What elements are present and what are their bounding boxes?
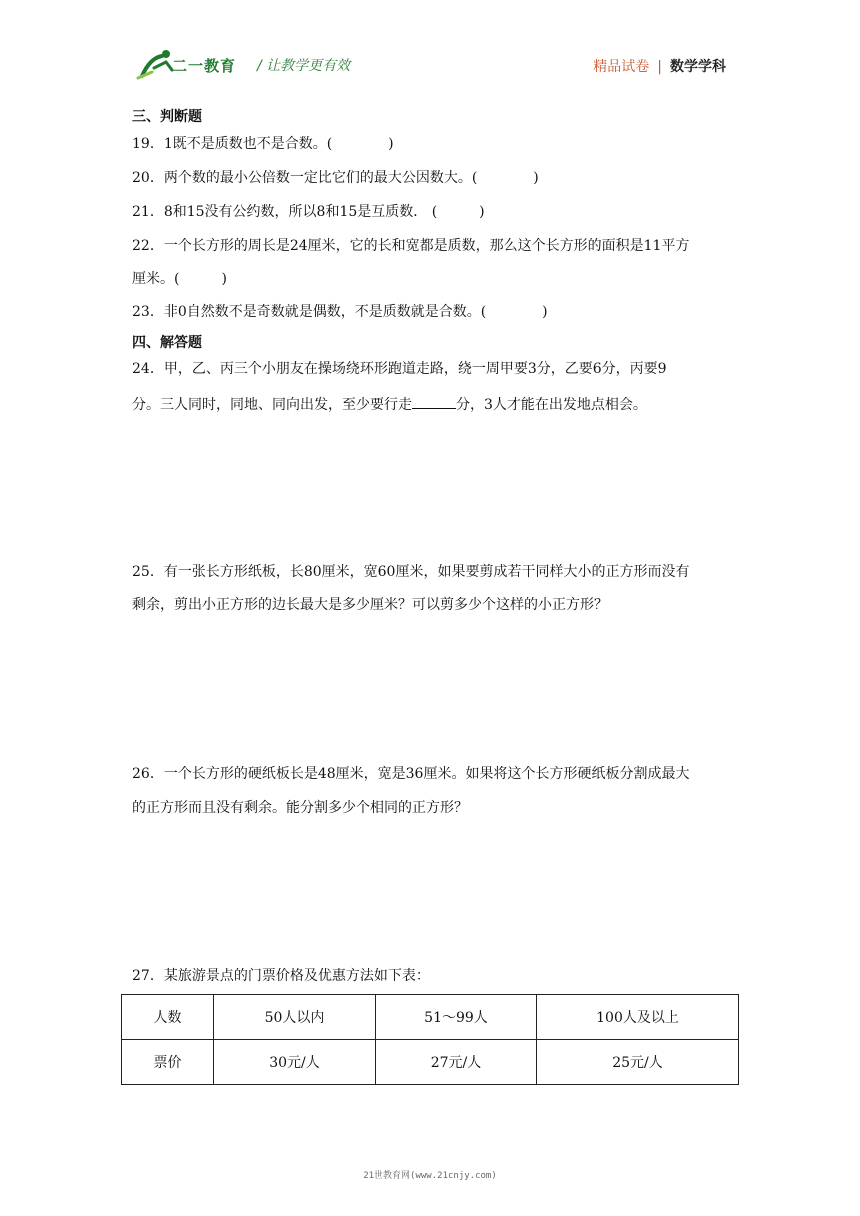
- question-23: 23．非0自然数不是奇数就是偶数，不是质数就是合数。( ): [132, 304, 548, 320]
- section-title-solve: 四、解答题: [132, 335, 202, 351]
- question-24-line1: 24．甲，乙、丙三个小朋友在操场绕环形跑道走路，绕一周甲要3分，乙要6分，丙要9: [132, 361, 667, 377]
- table-cell: 30元/人: [214, 1040, 376, 1085]
- table-cell: 51～99人: [376, 995, 537, 1040]
- premium-paper-label: 精品试卷: [593, 59, 650, 75]
- header-separator: |: [657, 59, 662, 75]
- question-22-line1: 22．一个长方形的周长是24厘米，它的长和宽都是质数，那么这个长方形的面积是11平方: [132, 238, 690, 254]
- header-labels: [593, 56, 726, 76]
- section-title-judge: 三、判断题: [132, 109, 202, 125]
- question-26-line1: 26．一个长方形的硬纸板长是48厘米，宽是36厘米。如果将这个长方形硬纸板分割成最大: [132, 766, 690, 782]
- table-cell: 25元/人: [537, 1040, 739, 1085]
- table-cell: 50人以内: [214, 995, 376, 1040]
- logo-text: 二一教育: [172, 57, 237, 75]
- question-25-line2: 剩余，剪出小正方形的边长最大是多少厘米？可以剪多少个这样的小正方形？: [132, 597, 608, 613]
- question-20: 20．两个数的最小公倍数一定比它们的最大公因数大。( ): [132, 170, 539, 186]
- ticket-price-table: [121, 994, 739, 1085]
- question-24-line2: [132, 389, 647, 422]
- question-25-line1: 25．有一张长方形纸板，长80厘米，宽60厘米，如果要剪成若干同样大小的正方形而没有: [132, 564, 690, 580]
- table-row: [122, 995, 739, 1040]
- table-row: [122, 1040, 739, 1085]
- question-19: 19．1既不是质数也不是合数。( ): [132, 136, 394, 152]
- table-cell: 100人及以上: [537, 995, 739, 1040]
- question-27: 27．某旅游景点的门票价格及优惠方法如下表：: [132, 968, 430, 984]
- question-26-line2: 的正方形而且没有剩余。能分割多少个相同的正方形？: [132, 800, 468, 816]
- page-header: [0, 0, 860, 90]
- subject-label: 数学学科: [670, 59, 726, 75]
- answer-blank[interactable]: [412, 394, 456, 409]
- question-24-text-a: 分。三人同时，同地、同向出发，至少要行走: [132, 397, 412, 413]
- table-cell: 27元/人: [376, 1040, 537, 1085]
- table-cell: 人数: [122, 995, 214, 1040]
- question-21: 21．8和15没有公约数，所以8和15是互质数． ( ): [132, 204, 485, 220]
- slogan: / 让教学更有效: [257, 58, 351, 74]
- table-cell: 票价: [122, 1040, 214, 1085]
- page-footer: 21世教育网(www.21cnjy.com): [363, 1171, 497, 1181]
- question-22-line2: 厘米。( ): [132, 271, 227, 287]
- question-24-text-b: 分，3人才能在出发地点相会。: [456, 397, 647, 413]
